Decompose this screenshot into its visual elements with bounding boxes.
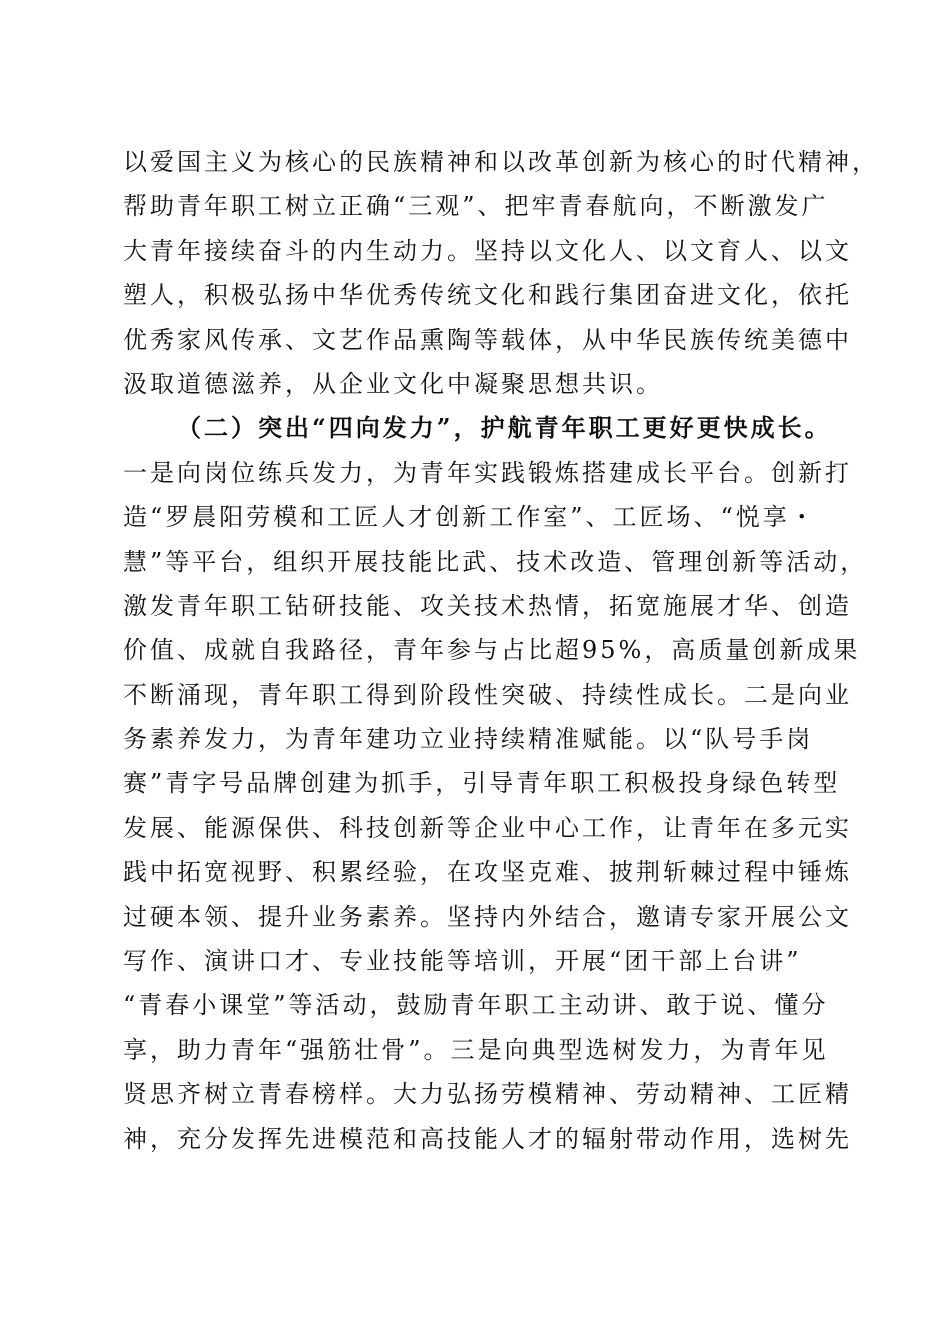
text-line: 激发青年职工钻研技能、攻关技术热情，拓宽施展才华、创造 — [123, 591, 852, 620]
text-line: 务素养发力，为青年建功立业持续精准赋能。以“队号手岗 — [123, 725, 814, 754]
text-line: 一是向岗位练兵发力，为青年实践锻炼搭建成长平台。创新打 — [123, 458, 852, 487]
text-line: 贤思齐树立青春榜样。大力弘扬劳模精神、劳动精神、工匠精 — [123, 1080, 852, 1109]
text-line: 不断涌现，青年职工得到阶段性突破、持续性成长。二是向业 — [123, 680, 852, 709]
text-line: 慧”等平台，组织开展技能比武、技术改造、管理创新等活动， — [123, 547, 868, 576]
text-line: 赛”青字号品牌创建为抓手，引导青年职工积极投身绿色转型 — [123, 769, 841, 798]
section-heading: （二）突出“四向发力”，护航青年职工更好更快成长。 — [177, 413, 832, 443]
text-line: 写作、演讲口才、专业技能等培训，开展“团干部上台讲” — [123, 947, 802, 976]
body-text — [123, 140, 879, 1161]
text-line: 塑人，积极弘扬中华优秀传统文化和践行集团奋进文化，依托 — [123, 281, 852, 310]
text-line: 汲取道德滋养，从企业文化中凝聚思想共识。 — [123, 369, 663, 398]
text-line: 价值、成就自我路径，青年参与占比超95%，高质量创新成果 — [123, 636, 861, 665]
text-line: 以爱国主义为核心的民族精神和以改革创新为核心的时代精神， — [123, 148, 879, 176]
text-line: “青春小课堂”等活动，鼓励青年职工主动讲、敢于说、懂分 — [123, 991, 829, 1020]
text-line: 神，充分发挥先进模范和高技能人才的辐射带动作用，选树先 — [123, 1124, 852, 1153]
text-line: 帮助青年职工树立正确“三观”、把牢青春航向，不断激发广 — [123, 192, 829, 221]
text-line: 发展、能源保供、科技创新等企业中心工作，让青年在多元实 — [123, 813, 852, 842]
text-line: 优秀家风传承、文艺作品熏陶等载体，从中华民族传统美德中 — [123, 325, 852, 354]
text-line: 享，助力青年“强筋壮骨”。三是向典型选树发力，为青年见 — [123, 1035, 829, 1064]
text-line: 践中拓宽视野、积累经验，在攻坚克难、披荆斩棘过程中锤炼 — [123, 858, 852, 887]
text-line: 过硬本领、提升业务素养。坚持内外结合，邀请专家开展公文 — [123, 902, 852, 931]
text-line: 造“罗晨阳劳模和工匠人才创新工作室”、工匠场、“悦享・ — [123, 503, 817, 532]
text-line: 大青年接续奋斗的内生动力。坚持以文化人、以文育人、以文 — [123, 236, 852, 265]
